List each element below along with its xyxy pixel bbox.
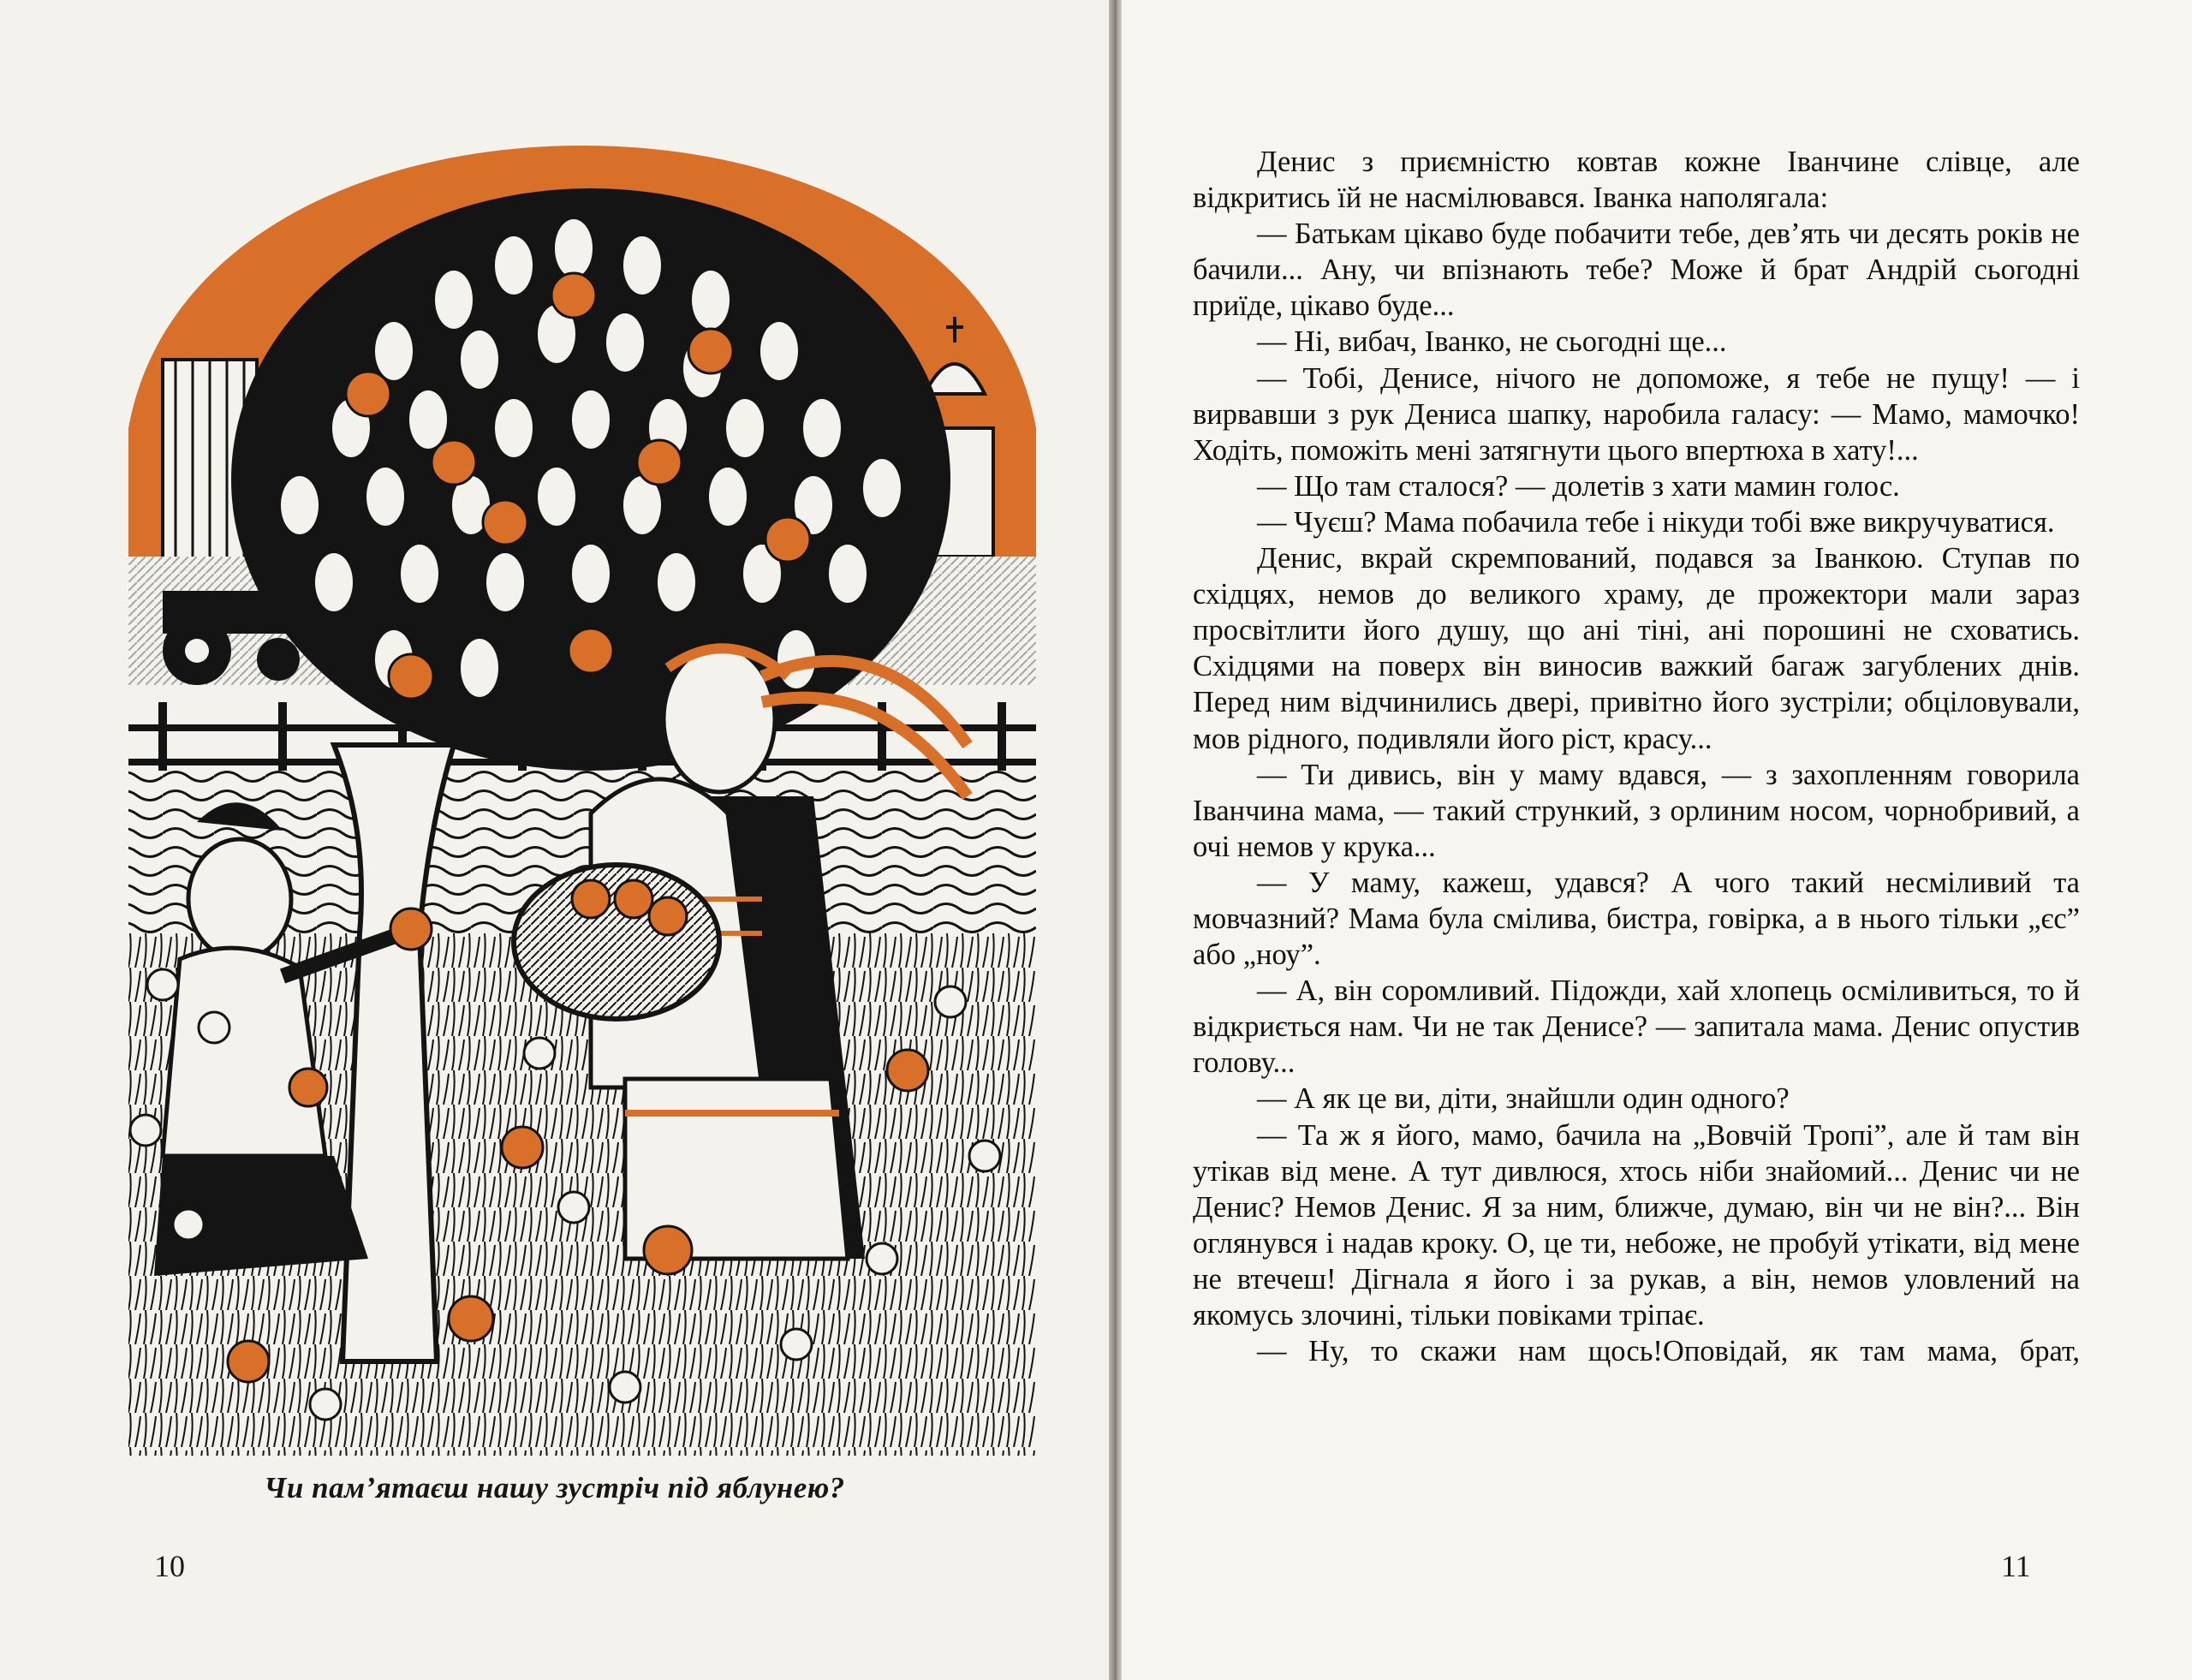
page-number-right: 11	[2001, 1549, 2031, 1583]
paragraph: Денис, вкрай скремпований, подався за Іванкою. Ступав по східцях, немов до великого храму, де прожектори мали зараз просвітлити його душу, що ані тіні, ані порошині не сховатись. Східцями на поверх він виносив важкий багаж загублених днів. Перед ним відчинились двері, привітно його зустріли; обціловували, мов рідного, подивляли його ріст, красу...	[1193, 542, 2080, 755]
paragraph: — Батькам цікаво буде побачити тебе, дев’ять чи десять років не бачили... Ану, чи впізнають тебе? Може й брат Андрій сьогодні приїде, цікаво буде...	[1193, 217, 2080, 323]
paragraph: — Та ж я його, мамо, бачила на „Вовчій Тропі”, але й там він утікав від мене. А тут дивлюся, хтось ніби знайомий... Денис чи не Денис? Немов Денис. Я за ним, ближче, думаю, він чи не він?... Він оглянувся і надав кроку. О, це ти, небоже, не пробуй утікати, від мене не втечеш! Дігнала я його і за рукав, а він, немов уловлений на якомусь злочині, тільки повіками тріпає.	[1193, 1118, 2080, 1331]
paragraph: — Що там сталося? — долетів з хати мамин голос.	[1257, 469, 1900, 503]
paragraph: — Тобі, Денисе, нічого не допоможе, я тебе не пущу! — і вирвавши з рук Дениса шапку, наробила галасу: — Мамо, мамочко! Ходіть, поможіть мені затягнути цього впертюха в хату!...	[1193, 361, 2080, 467]
paragraph: — Чуєш? Мама побачила тебе і нікуди тобі вже викручуватися.	[1257, 505, 2055, 539]
paragraph: — Ти дивись, він у маму вдався, — з захопленням говорила Іванчина мама, — такий стрункий, з орлиним носом, чорнобривий, а очі немов у крука...	[1193, 758, 2080, 863]
paragraph: — А, він соромливий. Підожди, хай хлопець осміливиться, то й відкриється нам. Чи не так Денисе? — запитала мама. Денис опустив голову...	[1193, 974, 2080, 1080]
paragraph: — Ні, вибач, Іванко, не сьогодні ще...	[1257, 325, 1727, 359]
story-text	[1193, 144, 2080, 1369]
illustration-svg	[111, 146, 1053, 1456]
book-gutter	[1109, 0, 1122, 1680]
paragraph: — Ну, то скажи нам щось!Оповідай, як там мама, брат,	[1257, 1335, 2080, 1368]
paragraph: — А як це ви, діти, знайшли один одного?	[1257, 1082, 1790, 1116]
page-number-left: 10	[154, 1549, 185, 1583]
illustration-apple-tree	[111, 146, 1053, 1456]
paragraph: — У маму, кажеш, удався? А чого такий несміливий та мовчазний? Мама була смілива, бистра, говірка, а в нього тільки „єс” або „ноу”.	[1193, 866, 2080, 972]
illustration-caption: Чи пам’ятаєш нашу зустріч під яблунею?	[264, 1471, 845, 1504]
paragraph: Денис з приємністю ковтав кожне Іванчине слівце, але відкритись їй не насмілювався. Іванка наполягала:	[1193, 146, 2080, 215]
